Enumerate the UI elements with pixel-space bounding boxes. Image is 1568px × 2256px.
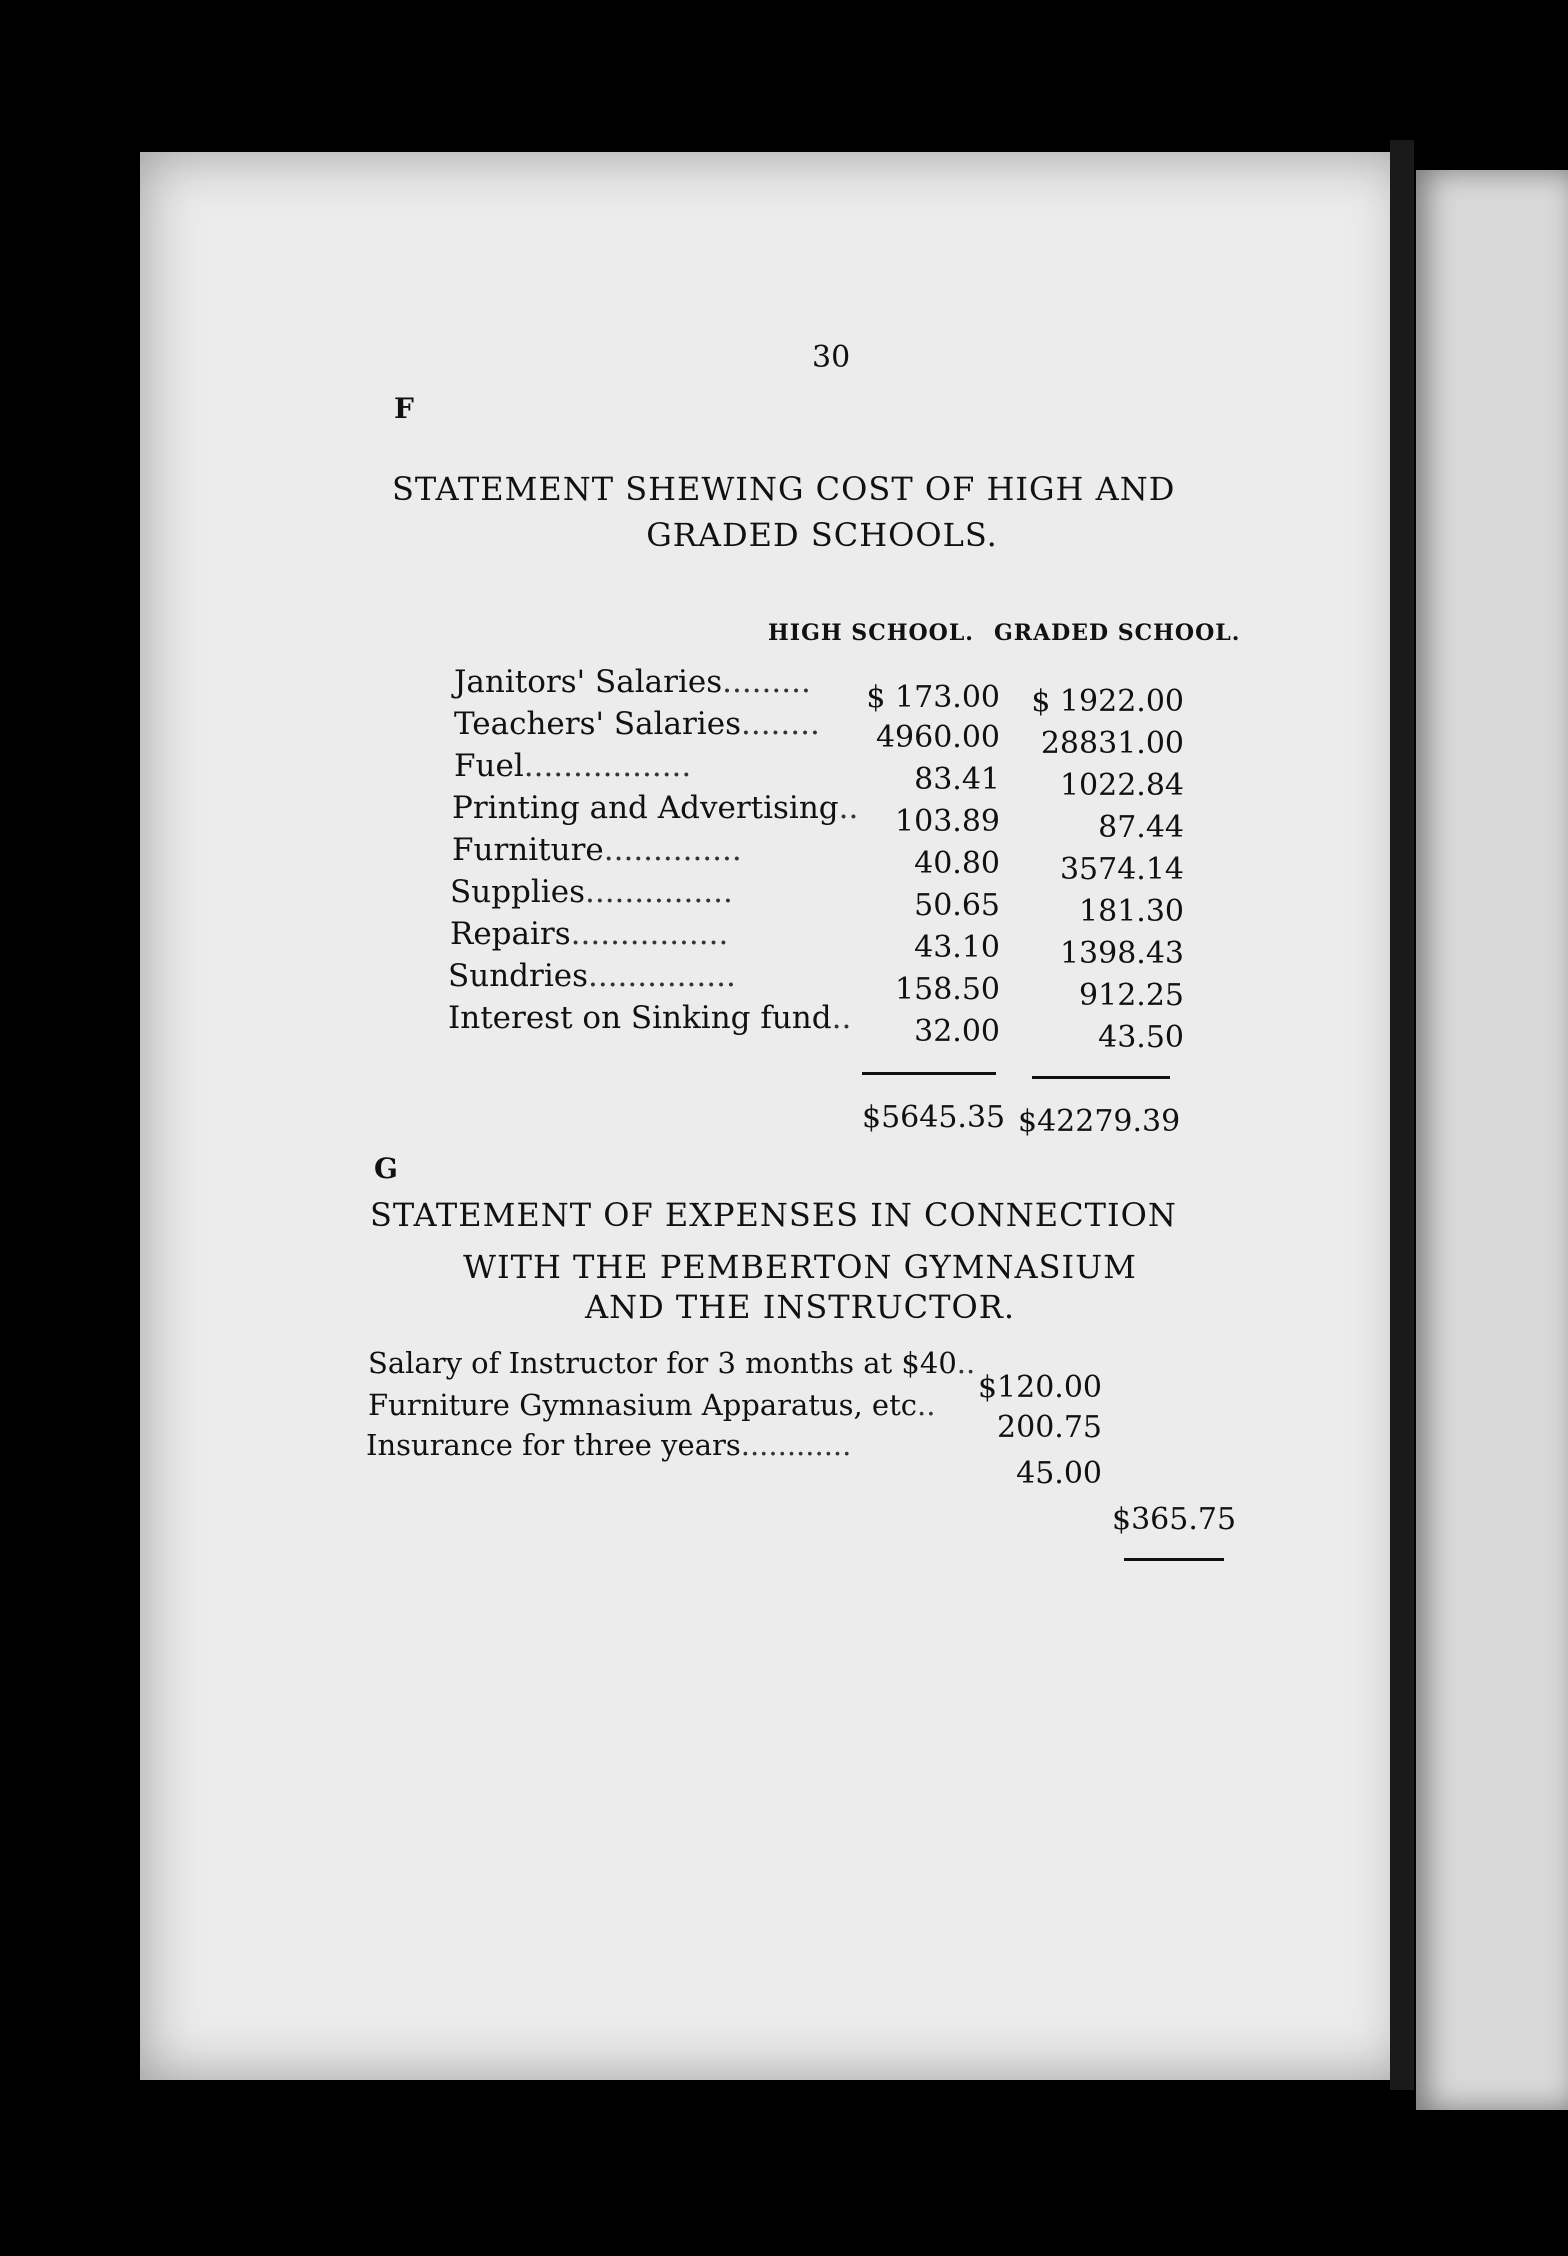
table-cell-high: 43.10 — [914, 930, 1000, 965]
table-cell-graded: 181.30 — [1079, 894, 1184, 929]
section-g-title-line1: STATEMENT OF EXPENSES IN CONNECTION — [370, 1196, 1177, 1234]
expense-row-label: Salary of Instructor for 3 months at $40.. — [368, 1346, 976, 1380]
expense-row-amount: 200.75 — [997, 1410, 1102, 1445]
expense-row-label: Furniture Gymnasium Apparatus, etc.. — [368, 1388, 936, 1422]
expense-row-amount: $120.00 — [977, 1370, 1102, 1405]
table-cell-high: 103.89 — [895, 804, 1000, 839]
total-graded-school: $42279.39 — [1018, 1104, 1181, 1139]
table-row-label: Teachers' Salaries........ — [454, 706, 820, 742]
table-cell-high: 40.80 — [914, 846, 1000, 881]
total-high-school: $5645.35 — [862, 1100, 1006, 1135]
table-cell-graded: $ 1922.00 — [1031, 684, 1184, 719]
table-row-label: Interest on Sinking fund.. — [448, 1000, 852, 1036]
table-cell-graded: 912.25 — [1079, 978, 1184, 1013]
table-row-label: Furniture.............. — [452, 832, 742, 868]
column-header-high-school: HIGH SCHOOL. — [768, 620, 974, 646]
total-rule-graded — [1032, 1076, 1170, 1079]
total-rule-high — [862, 1072, 996, 1075]
section-f-letter: F — [394, 392, 414, 425]
table-cell-graded: 87.44 — [1098, 810, 1184, 845]
table-cell-high: 158.50 — [895, 972, 1000, 1007]
section-f-title-line1: STATEMENT SHEWING COST OF HIGH AND — [392, 470, 1176, 508]
table-row-label: Fuel................. — [454, 748, 692, 784]
expenses-total: $365.75 — [1112, 1502, 1237, 1537]
table-cell-high: 83.41 — [914, 762, 1000, 797]
table-cell-high: 50.65 — [914, 888, 1000, 923]
page-number: 30 — [812, 340, 851, 375]
table-cell-high: $ 173.00 — [866, 680, 1000, 715]
expenses-total-rule — [1124, 1558, 1224, 1561]
table-row-label: Printing and Advertising.. — [452, 790, 859, 826]
expense-row-amount: 45.00 — [1016, 1456, 1102, 1491]
table-row-label: Janitors' Salaries......... — [454, 664, 811, 700]
table-cell-graded: 43.50 — [1098, 1020, 1184, 1055]
section-g-title-line3: AND THE INSTRUCTOR. — [584, 1288, 1015, 1326]
table-cell-high: 32.00 — [914, 1014, 1000, 1049]
expense-row-label: Insurance for three years............ — [366, 1428, 852, 1462]
table-row-label: Supplies............... — [450, 874, 733, 910]
section-f-title-line2: GRADED SCHOOLS. — [646, 516, 998, 554]
table-row-label: Sundries............... — [448, 958, 736, 994]
book-gutter — [1390, 140, 1414, 2090]
table-cell-graded: 1022.84 — [1059, 768, 1184, 803]
table-cell-graded: 28831.00 — [1040, 726, 1184, 761]
table-cell-graded: 3574.14 — [1059, 852, 1184, 887]
page — [140, 152, 1412, 2080]
table-cell-high: 4960.00 — [875, 720, 1000, 755]
table-row-label: Repairs................ — [450, 916, 729, 952]
table-cell-graded: 1398.43 — [1059, 936, 1184, 971]
section-g-title-line2: WITH THE PEMBERTON GYMNASIUM — [463, 1248, 1137, 1286]
column-header-graded-school: GRADED SCHOOL. — [994, 620, 1241, 646]
section-g-letter: G — [374, 1152, 398, 1185]
facing-page-edge — [1416, 170, 1568, 2110]
